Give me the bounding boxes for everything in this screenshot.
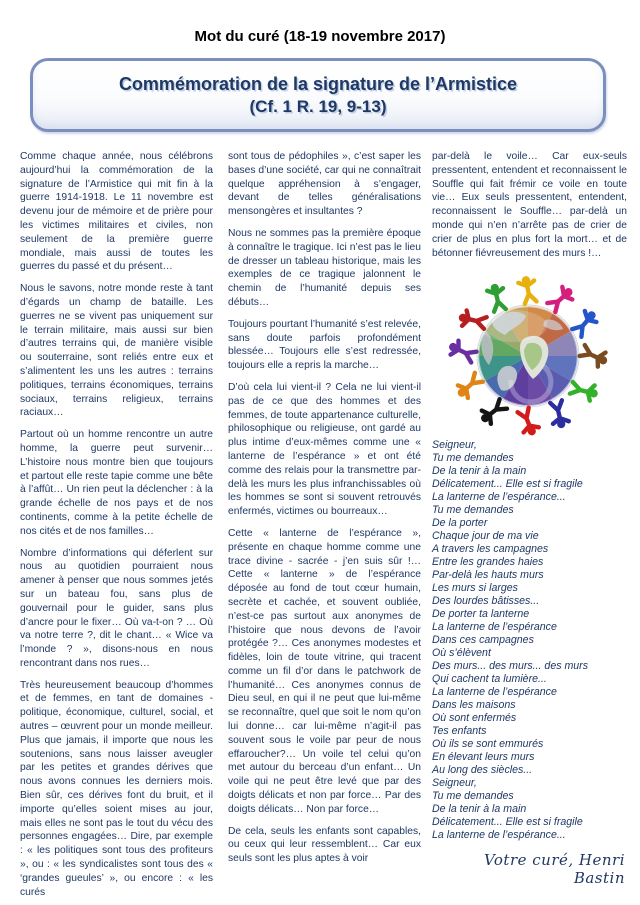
poem-line: La lanterne de l’espérance [432, 686, 557, 699]
poem-line: Où sont enfermés [432, 712, 517, 725]
poem-line: Tu me demandes [432, 790, 514, 803]
world-unity-globe-image [433, 268, 623, 436]
poem-line: Seigneur, [432, 777, 477, 790]
poem-line: A travers les campagnes [432, 543, 549, 556]
title-box [30, 58, 606, 132]
person-figure [571, 307, 601, 338]
poem-line: Des lourdes bâtisses... [432, 595, 540, 608]
poem-line: Où s’élèvent [432, 647, 491, 660]
poem-line: Seigneur, [432, 439, 477, 452]
title-line-2: (Cf. 1 R. 19, 9-13) [249, 96, 387, 116]
prayer-poem [432, 439, 627, 842]
globe-with-people-icon [433, 268, 623, 436]
poem-line: La lanterne de l’espérance... [432, 491, 566, 504]
poem-line: Dans les maisons [432, 699, 516, 712]
person-figure [453, 372, 484, 402]
person-figure [477, 398, 508, 427]
poem-line: En élevant leurs murs [432, 751, 535, 764]
poem-line: Chaque jour de ma vie [432, 530, 539, 543]
poem-line: Par-delà les hauts murs [432, 569, 544, 582]
paragraph: Toujours pourtant l’humanité s’est relevée, sans doute parfois profondément blessée… Toujours elle s’est redressée, toujours elle a repris la marche… [228, 318, 421, 372]
paragraph: D’où cela lui vient-il ? Cela ne lui vient-il pas de ce que des hommes et des femmes, de toute appartenance culturelle, philosophique ou religieuse, ont gardé au plus intime d’eux-mêmes comme une « lanterne de l’espérance » et ont été comme des relais pour la transmettre par-delà les murs les plus infranchissables où les hommes se sont si souvent retrouvés enfermés, victimes ou bourreaux… [228, 381, 421, 518]
poem-line: Où ils se sont emmurés [432, 738, 544, 751]
column-2 [228, 150, 421, 874]
paragraph: Nous ne sommes pas la première époque à connaître le tragique. Ici n’est pas le lieu de dresser un tableau historique, mais les exemples de ce tragique jalonnent le chemin de l’humanité depuis ses débuts… [228, 227, 421, 308]
paragraph: Nous le savons, notre monde reste à tant d’égards un champ de bataille. Les guerres ne se vivent pas uniquement sur le terrain militaire, mais aussi sur bien d’autres terrains qui, de manière visible ou souterraine, sont reliés entre eux et s’alimentent les uns les autres : terrains politiques, terrains économiques, terrains sociaux, terrains religieux, terrains raciaux… [20, 283, 213, 419]
poem-line: Tu me demandes [432, 452, 514, 465]
poem-line: Dans ces campagnes [432, 634, 534, 647]
paragraph: sont tous de pédophiles », c’est saper les bases d’une société, car qui ne connaîtrait quelque appréhension à s’engager, devant de telles généralisations mensongères et insultantes ? [228, 151, 421, 218]
page-title: Mot du curé (18-19 novembre 2017) [194, 28, 446, 45]
paragraph: De cela, seuls les enfants sont capables, ou ceux qui leur ressemblent… Car eux seuls sont les plus aptes à voir [228, 825, 421, 865]
column-1 [20, 150, 213, 905]
poem-line: Au long des siècles... [432, 764, 533, 777]
poem-line: Délicatement... Elle est si fragile [432, 816, 583, 829]
person-figure [457, 309, 487, 331]
paragraph: Comme chaque année, nous célébrons aujourd’hui la commémoration de la signature de l’Armistice qui mit fin à la guerre 1914-1918. Le 11 novembre est devenu jour de mémoire et de prière pour les victimes militaires et civiles, non seulement de la première guerre mondiale, mais aussi de toutes les guerres du passé et du présent… [20, 151, 213, 273]
person-figure [579, 344, 610, 370]
title-line-1: Commémoration de la signature de l’Armistice [118, 73, 518, 94]
paragraph: Très heureusement beaucoup d’hommes et de femmes, en tant de domaines - politique, économique, culturel, social, et autres – œuvrent pour un monde meilleur. Plus que jamais, il importe que nous les soutenions, sans nous laisser aveugler par les petites et grandes dérives que nous avons connues les derniers mois. Bien sûr, ces dérives font du bruit, et il importe qu’elles soient mises au jour, mais elles ne sont pas le tout du vécu des personnes engagées… Dire, par exemple : « les politiques sont tous des profiteurs », ou : « les syndicalistes sont tous des « ‘grandes gueules’ », ou encore : « les curés [20, 679, 213, 898]
person-figure [516, 407, 541, 436]
paragraph: par-delà le voile… Car eux-seuls pressentent, entendent et reconnaissent le Souffle qui fait frémir ce voile en toute vie… Eux seuls pressentent, entendent, reconnaissent le Souffle… par-delà un monde qui n’en n’arrête pas de crier de crier de plus en plus fort la mort… et de bétonner fiévreusement des murs !… [432, 151, 627, 259]
poem-line: Entre les grandes haies [432, 556, 544, 569]
poem-line: Tes enfants [432, 725, 487, 738]
person-figure [517, 275, 538, 305]
person-figure [546, 284, 577, 314]
poem-line: La lanterne de l’espérance [432, 621, 557, 634]
poem-line: Délicatement... Elle est si fragile [432, 478, 583, 491]
poem-line: Les murs si larges [432, 582, 518, 595]
person-figure [446, 338, 477, 364]
poem-line: La lanterne de l’espérance... [432, 829, 566, 842]
poem-line: De la porter [432, 517, 488, 530]
paragraph: Nombre d’informations qui déferlent sur nous au quotidien pourraient nous amener à penser que nous sommes jetés sur un bateau fou, sans plus de gouvernail pour le guider, sans plus d’ancre pour le fixer… Où va-t-on ? … Où va notre terre ?, dit le chant… « Wice va l’monde ? », disons-nous en nous rencontrant dans nos rues… [20, 547, 213, 669]
column-3 [432, 150, 627, 887]
person-figure [486, 283, 508, 313]
poem-line: Qui cachent ta lumière... [432, 673, 547, 686]
person-figure [548, 400, 570, 430]
paragraph: Partout où un homme rencontre un autre homme, la guerre peut survenir… L’histoire nous montre bien que toujours et partout elle reste tapie comme une bête à l’affût… Un rien peut la déclencher : à la grande échelle de nos pays et de nos continents, comme à la petite échelle de nos cités et de nos familles… [20, 429, 213, 537]
poem-line: Tu me demandes [432, 504, 514, 517]
poem-line: De la tenir à la main [432, 803, 527, 816]
person-figure [569, 380, 599, 402]
paragraph: Cette « lanterne de l’espérance », présente en chaque homme comme une trace divine - sacrée - j’en suis sûr !… Cette « lanterne » de l’espérance déposée au fond de tout cœur humain, secrète et cachée, et souvent oubliée, n’est-ce pas surtout aux anonymes de l’histoire que nous devons de l’avoir protégée ?… Ces anonymes modestes et fidèles, loin de toute vitrine, qui tracent comme un fil d’or dans le patchwork de l’humanité… Ces anonymes connus de Dieu seul, en qui il ne peut que lui-même se reconnaître, quel que soit le nom qu’on lui donne… car lui-même n’agit-il pas souvent sous le voile par peur de nous effaroucher?… Un voile tel celui qu’on met autour du berceau d’un enfant… Un voile qui ne peut être levé que par des doigts délicats et non par force… Par des doigts délicats… Non par force… [228, 527, 421, 815]
poem-line: De la tenir à la main [432, 465, 527, 478]
signature: Votre curé, Henri Bastin [483, 851, 625, 888]
poem-line: Des murs... des murs... des murs [432, 660, 588, 673]
poem-line: De porter ta lanterne [432, 608, 530, 621]
